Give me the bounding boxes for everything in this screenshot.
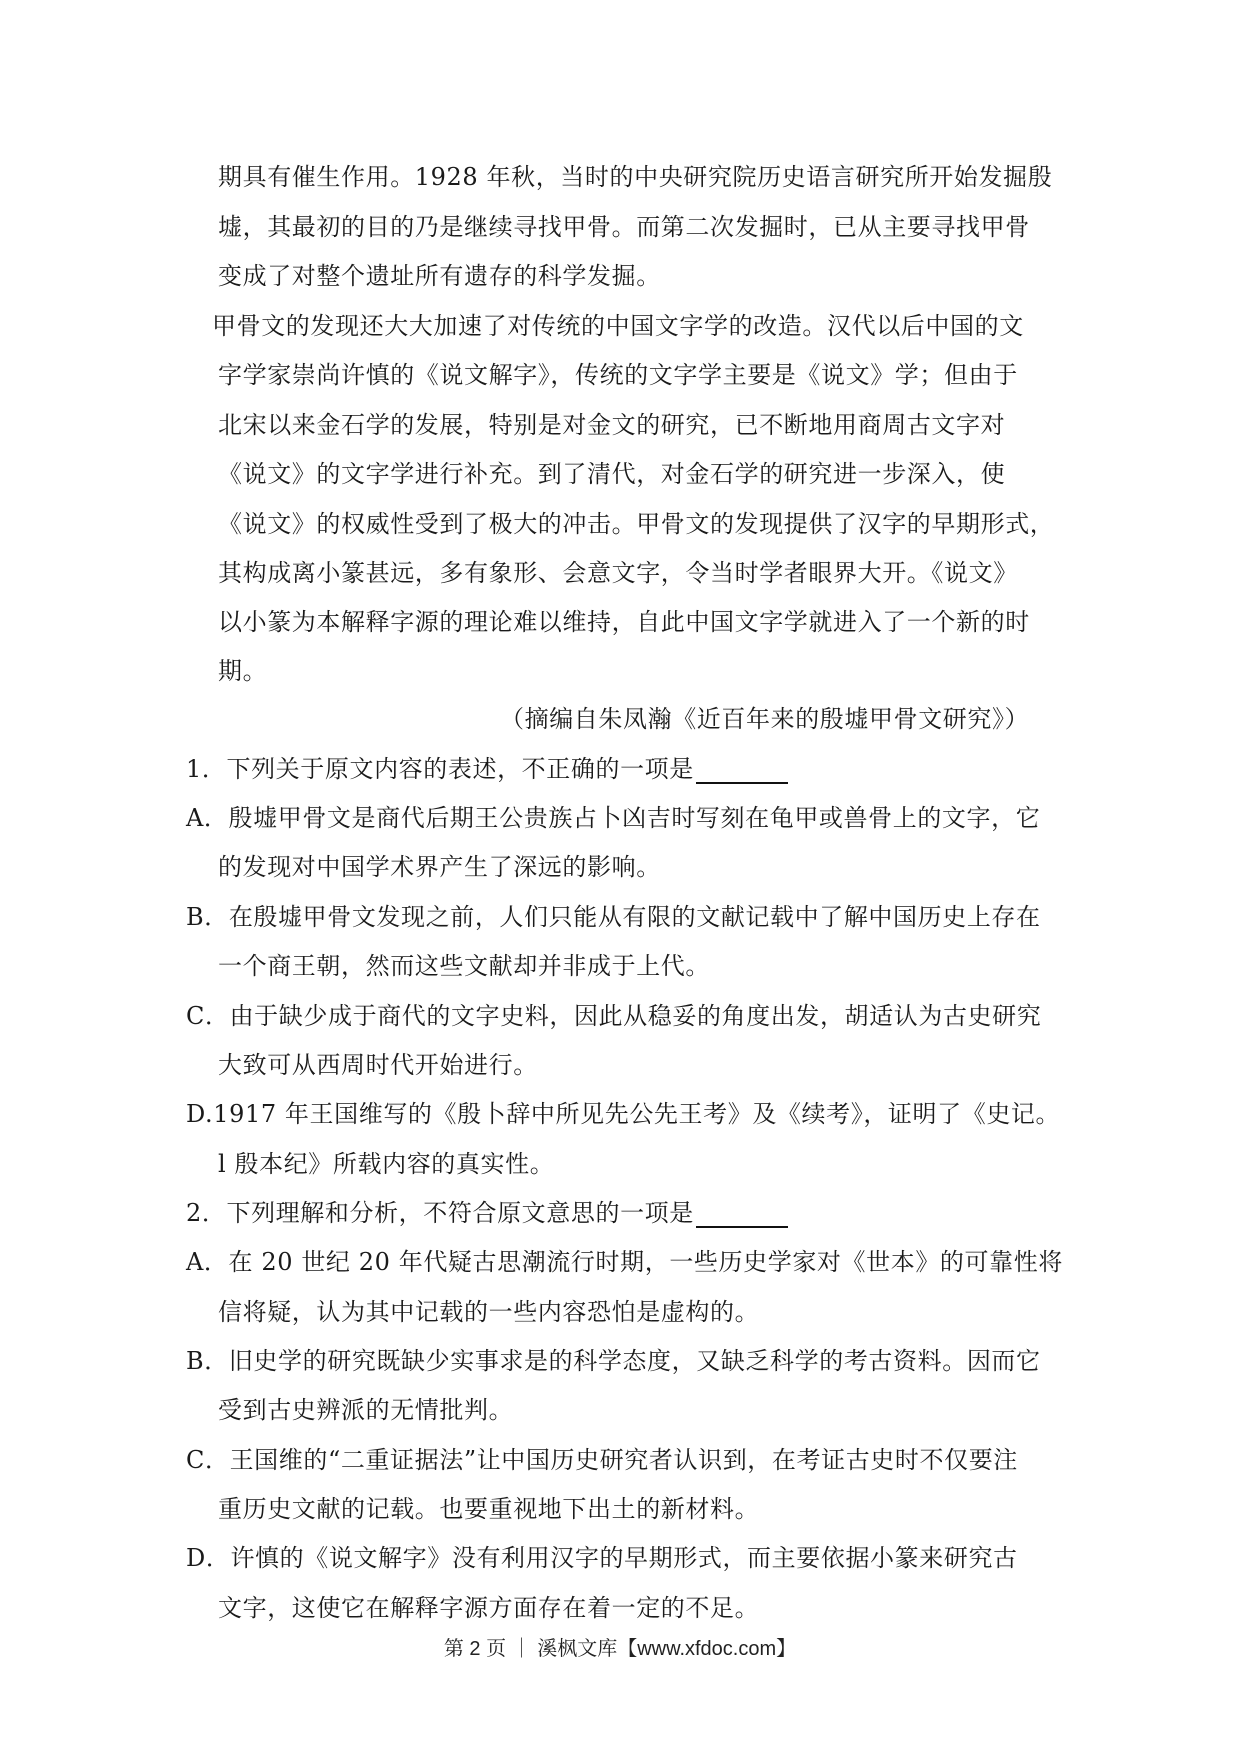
option-line: 文字，这使它在解释字源方面存在着一定的不足。 bbox=[218, 1594, 760, 1622]
option-line: 大致可从西周时代开始进行。 bbox=[218, 1051, 538, 1079]
option-line: 的发现对中国学术界产生了深远的影响。 bbox=[218, 853, 661, 881]
option-line: B．在殷墟甲骨文发现之前，人们只能从有限的文献记载中了解中国历史上存在 bbox=[186, 903, 1041, 931]
page-number: 第 2 页 bbox=[443, 1638, 507, 1660]
page-footer bbox=[0, 1636, 1240, 1662]
footer-site-link[interactable]: 溪枫文库【www.xfdoc.com】 bbox=[537, 1638, 797, 1660]
option-line: A．在 20 世纪 20 年代疑古思潮流行时期，一些历史学家对《世本》的可靠性将 bbox=[186, 1248, 1063, 1276]
footer-separator: ｜ bbox=[511, 1638, 532, 1660]
passage-line: 期。 bbox=[218, 657, 268, 685]
option-line: C．王国维的“二重证据法”让中国历史研究者认识到，在考证古史时不仅要注 bbox=[186, 1446, 1018, 1474]
passage-line: 《说文》的文字学进行补充。到了清代，对金石学的研究进一步深入，使 bbox=[218, 460, 1006, 488]
option-line: 受到古史辨派的无情批判。 bbox=[218, 1396, 514, 1424]
option-line: B．旧史学的研究既缺少实事求是的科学态度，又缺乏科学的考古资料。因而它 bbox=[186, 1347, 1041, 1375]
question-stem-text: 2．下列理解和分析，不符合原文意思的一项是 bbox=[186, 1199, 694, 1227]
question-stem-text: 1．下列关于原文内容的表述，不正确的一项是 bbox=[186, 755, 694, 783]
question-stem bbox=[186, 1198, 788, 1228]
passage-line: 字学家崇尚许慎的《说文解字》，传统的文字学主要是《说文》学；但由于 bbox=[218, 361, 1018, 389]
option-line: D．许慎的《说文解字》没有利用汉字的早期形式，而主要依据小篆来研究古 bbox=[186, 1544, 1018, 1572]
option-line: 信将疑，认为其中记载的一些内容恐怕是虚构的。 bbox=[218, 1298, 760, 1326]
answer-blank bbox=[696, 758, 788, 784]
option-line: A．殷墟甲骨文是商代后期王公贵族占卜凶吉时写刻在龟甲或兽骨上的文字，它 bbox=[186, 804, 1041, 832]
passage-line: 北宋以来金石学的发展，特别是对金文的研究，已不断地用商周古文字对 bbox=[218, 411, 1006, 439]
option-line: 一个商王朝，然而这些文献却并非成于上代。 bbox=[218, 952, 710, 980]
option-line: D.1917 年王国维写的《殷卜辞中所见先公先王考》及《续考》，证明了《史记。 bbox=[186, 1100, 1061, 1128]
passage-line: 其构成离小篆甚远，多有象形、会意文字，令当时学者眼界大开。《说文》 bbox=[218, 559, 1018, 587]
option-line: C．由于缺少成于商代的文字史料，因此从稳妥的角度出发，胡适认为古史研究 bbox=[186, 1002, 1042, 1030]
passage-line: 变成了对整个遗址所有遗存的科学发掘。 bbox=[218, 262, 661, 290]
passage-line: 甲骨文的发现还大大加速了对传统的中国文字学的改造。汉代以后中国的文 bbox=[212, 312, 1024, 340]
answer-blank bbox=[696, 1202, 788, 1228]
passage-line: 墟，其最初的目的乃是继续寻找甲骨。而第二次发掘时，已从主要寻找甲骨 bbox=[218, 213, 1030, 241]
question-stem bbox=[186, 754, 788, 784]
passage-line: 期具有催生作用。1928 年秋，当时的中央研究院历史语言研究所开始发掘殷 bbox=[218, 163, 1053, 191]
passage-line: 以小篆为本解释字源的理论难以维持，自此中国文字学就进入了一个新的时 bbox=[218, 608, 1030, 636]
option-line: l 殷本纪》所载内容的真实性。 bbox=[218, 1150, 555, 1178]
source-citation: （摘编自朱凤瀚《近百年来的殷墟甲骨文研究》） bbox=[500, 705, 1030, 733]
passage-line: 《说文》的权威性受到了极大的冲击。甲骨文的发现提供了汉字的早期形式， bbox=[218, 510, 1055, 538]
option-line: 重历史文献的记载。也要重视地下出土的新材料。 bbox=[218, 1495, 760, 1523]
